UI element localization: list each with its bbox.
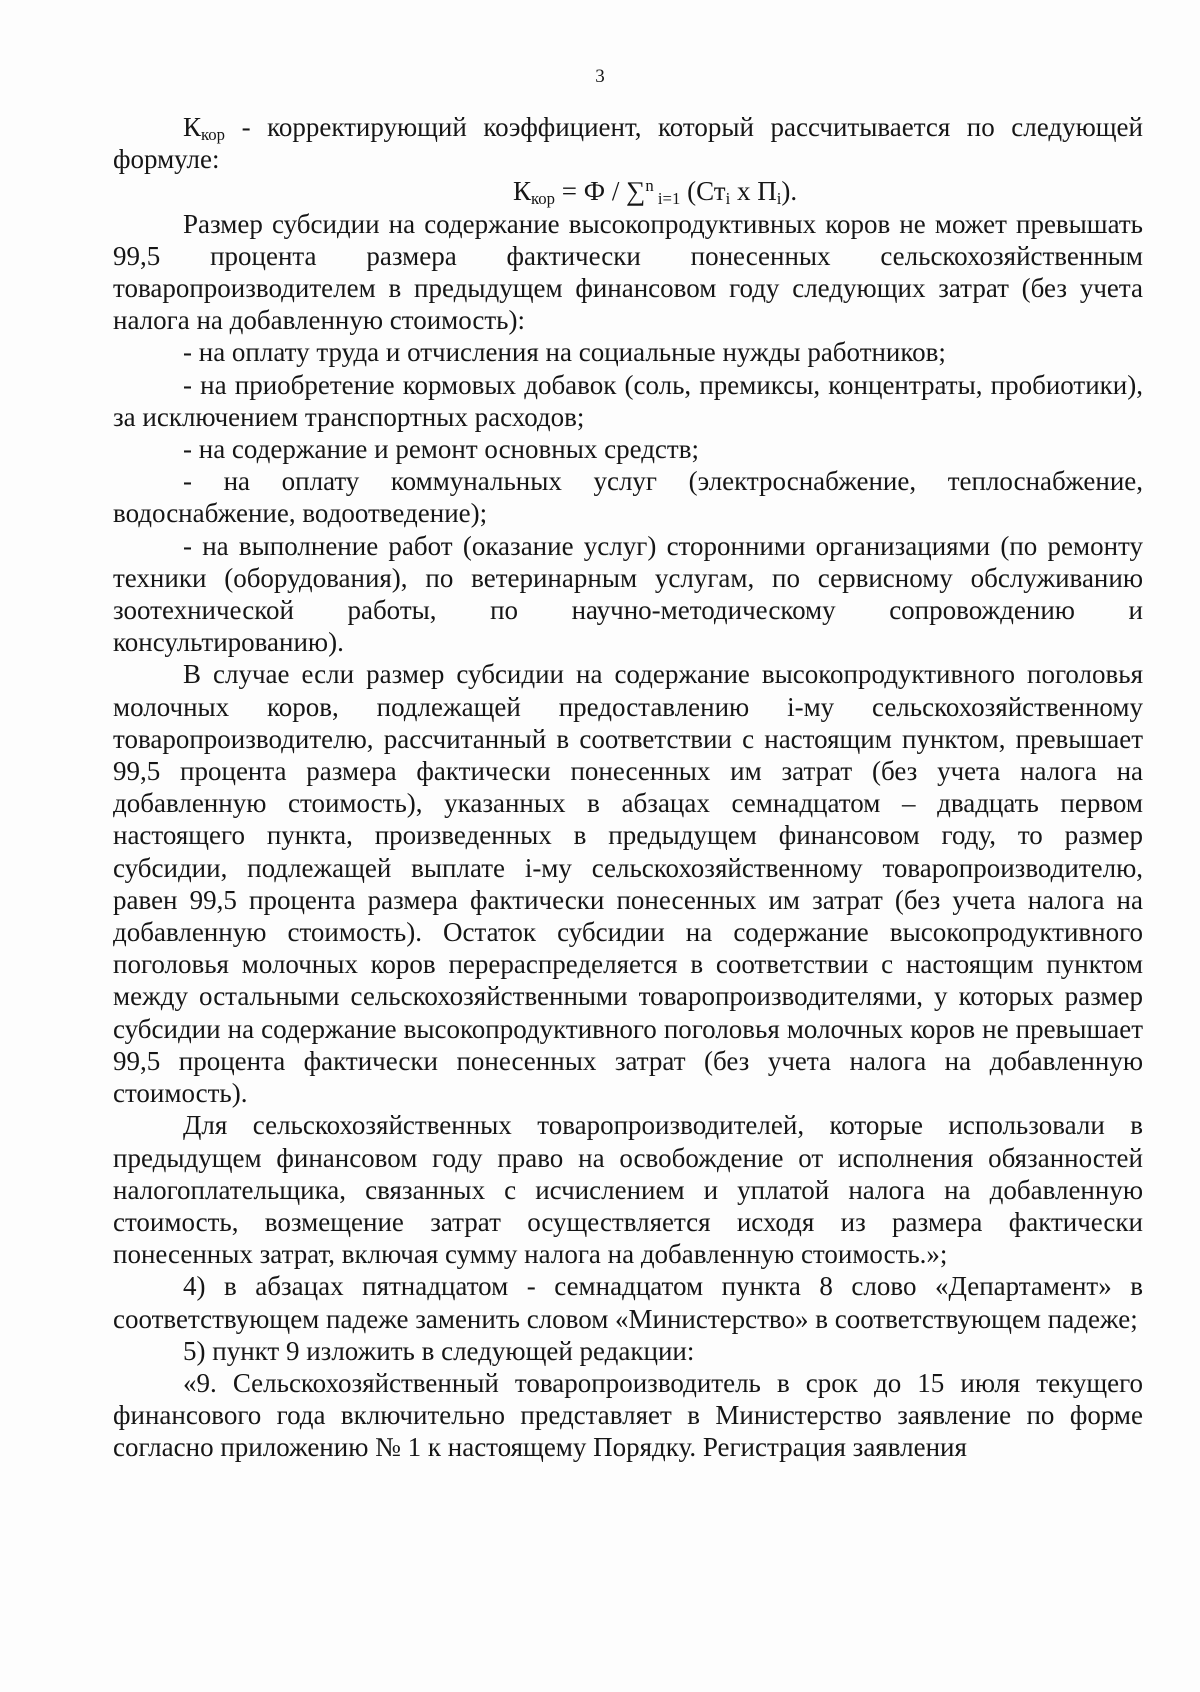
list-item-labor: - на оплату труда и отчисления на социальные нужды работников; [183, 337, 946, 368]
paragraph-vat-exemption: Для сельскохозяйственных товаропроизводителей, которые использовали в предыдущем финансовом году право на освобождение от исполнения обязанностей налогоплательщика, связанных с исчислением и уплатой налога на добавленную стоимость, возмещение затрат осуществляется исходя из размера фактически понесенных затрат, включая сумму налога на добавленную стоимость.»; [113, 1110, 1143, 1270]
paragraph-amendment-4: 4) в абзацах пятнадцатом - семнадцатом пункта 8 слово «Департамент» в соответствующем падеже заменить словом «Министерство» в соответствующем падеже; [113, 1271, 1143, 1334]
list-item-utilities: - на оплату коммунальных услуг (электроснабжение, теплоснабжение, водоснабжение, водоотведение); [113, 466, 1143, 529]
paragraph-point-9: «9. Сельскохозяйственный товаропроизводитель в срок до 15 июля текущего финансового года включительно представляет в Министерство заявление по форме согласно приложению № 1 к настоящему Порядку. Регистрация заявления [113, 1367, 1143, 1463]
page-number: 3 [595, 66, 605, 87]
kkor-definition-text: - корректирующий коэффициент, который рассчитывается по следующей формуле: [113, 112, 1143, 175]
paragraph-excess-redistribution: В случае если размер субсидии на содержание высокопродуктивного поголовья молочных коров, подлежащей предоставлению i-му сельскохозяйственному товаропроизводителю, рассчитанный в соответствии с настоящим пунктом, превышает 99,5 процента размера фактически понесенных им затрат (без учета налога на добавленную стоимость), указанных в абзацах семнадцатом – двадцать первом настоящего пункта, произведенных в предыдущем финансовом году, то размер субсидии, подлежащей выплате i-му сельскохозяйственному товаропроизводителю, равен 99,5 процента размера фактически понесенных им затрат (без учета налога на добавленную стоимость). Остаток субсидии на содержание высокопродуктивного поголовья молочных коров перераспределяется в соответствии с настоящим пунктом между остальными сельскохозяйственными товаропроизводителями, у которых размер субсидии на содержание высокопродуктивного поголовья молочных коров не превышает 99,5 процента фактически понесенных затрат (без учета налога на добавленную стоимость). [113, 659, 1143, 1109]
kkor-formula [113, 175, 1143, 207]
list-item-maintenance: - на содержание и ремонт основных средств; [183, 434, 699, 465]
kkor-subscript: кор [201, 125, 226, 145]
paragraph-amendment-5: 5) пункт 9 изложить в следующей редакции: [183, 1335, 695, 1366]
formula-lhs-sub: кор [531, 189, 556, 209]
paragraph-subsidy-limit: Размер субсидии на содержание высокопродуктивных коров не может превышать 99,5 процента размера фактически понесенных сельскохозяйственным товаропроизводителем в предыдущем финансовом году следующих затрат (без учета налога на добавленную стоимость): [113, 208, 1143, 336]
formula-p-sub: i [776, 189, 782, 209]
formula-sum-lower: i=1 [653, 189, 681, 209]
formula-st: (Ст [680, 176, 726, 207]
formula-p: x П [730, 176, 777, 207]
kkor-symbol: К [183, 112, 202, 142]
list-item-feed-additives: - на приобретение кормовых добавок (соль, премиксы, концентраты, пробиотики), за исключением транспортных расходов; [113, 369, 1143, 432]
formula-lhs: К [513, 176, 532, 207]
formula-st-sub: i [725, 189, 731, 209]
document-body [113, 111, 1143, 1464]
formula-sum: = Ф / ∑ [555, 176, 646, 207]
formula-close: ). [781, 176, 798, 207]
kkor-definition [113, 111, 1143, 175]
formula-sum-upper: n [645, 176, 654, 196]
list-item-third-party-services: - на выполнение работ (оказание услуг) сторонними организациями (по ремонту техники (оборудования), по ветеринарным услугам, по сервисному обслуживанию зоотехнической работы, по научно-методическому сопровождению и консультированию). [113, 530, 1143, 658]
